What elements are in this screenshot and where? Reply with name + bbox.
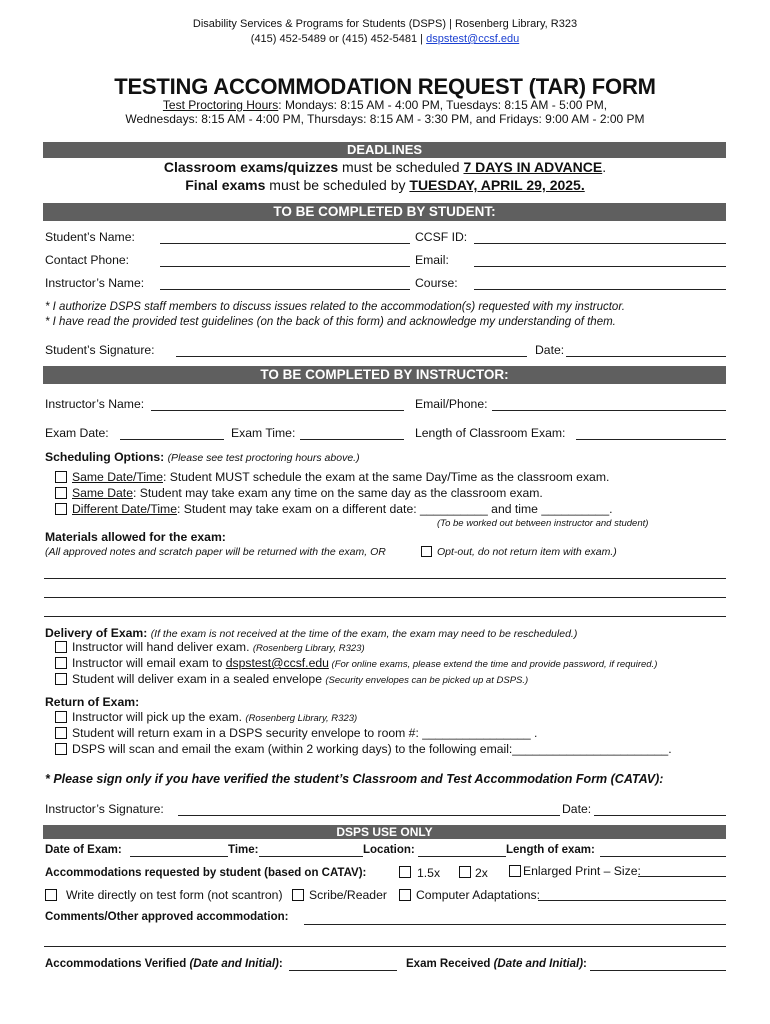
accom-15x-label: 1.5x <box>417 866 441 880</box>
materials-note <box>45 546 386 558</box>
dsps-use-only-heading: DSPS USE ONLY <box>43 825 726 839</box>
enlarged-print-size-field[interactable] <box>638 876 726 877</box>
delivery-of-exam <box>45 626 577 640</box>
scheduling-options-label: Scheduling Options: <box>45 450 165 464</box>
same-datetime-option <box>72 470 609 484</box>
deadline-final-value: TUESDAY, APRIL 29, 2025. <box>409 177 585 193</box>
dsps-scan-checkbox[interactable] <box>55 743 67 755</box>
instructor-date-label: Date: <box>562 802 592 816</box>
hand-deliver-text: Instructor will hand deliver exam. <box>72 640 253 654</box>
accom-2x-checkbox[interactable] <box>459 866 471 878</box>
enlarged-print-label: Enlarged Print – Size: <box>523 864 641 878</box>
student-deliver-checkbox[interactable] <box>55 673 67 685</box>
comments-field-2[interactable] <box>44 946 726 947</box>
student-name-label: Student’s Name: <box>45 230 135 244</box>
return-of-exam-label: Return of Exam: <box>45 695 140 709</box>
instructor-date-field[interactable] <box>594 815 726 816</box>
dsps-scan-option: DSPS will scan and email the exam (within 2 working days) to the following email:_______________________. <box>72 742 672 756</box>
accommodations-verified-colon: : <box>278 958 283 970</box>
student-deliver-option <box>72 672 528 686</box>
dsps-location-field[interactable] <box>418 856 506 857</box>
student-name-field[interactable] <box>160 243 410 244</box>
header-line-2 <box>0 33 770 45</box>
same-date-text: : Student may take exam any time on the same day as the classroom exam. <box>132 486 543 500</box>
dsps-length-label: Length of exam: <box>506 844 595 856</box>
student-return-option: Student will return exam in a DSPS security envelope to room #: ________________ . <box>72 726 538 740</box>
student-instructor-name-label: Instructor’s Name: <box>45 276 145 290</box>
materials-line-1[interactable] <box>44 578 726 579</box>
enlarged-print-checkbox[interactable] <box>509 865 521 877</box>
instructor-name-label: Instructor’s Name: <box>45 397 145 411</box>
header-line-1: Disability Services & Programs for Students (DSPS) | Rosenberg Library, R323 <box>192 18 578 30</box>
student-instructor-name-field[interactable] <box>160 289 410 290</box>
dsps-time-field[interactable] <box>259 856 363 857</box>
email-exam-text: Instructor will email exam to <box>72 656 226 670</box>
ccsf-id-label: CCSF ID: <box>415 230 468 244</box>
deadline-classroom-value: 7 DAYS IN ADVANCE <box>463 159 603 175</box>
contact-phone-field[interactable] <box>160 266 410 267</box>
computer-adaptations-field[interactable] <box>538 900 726 901</box>
hand-deliver-note: (Rosenberg Library, R323) <box>252 643 365 654</box>
authorization-statement: * I authorize DSPS staff members to discuss issues related to the accommodation(s) requested with my instructor. <box>45 301 625 313</box>
email-exam-address[interactable]: dspstest@ccsf.edu <box>225 656 329 670</box>
student-deliver-note: (Security envelopes can be picked up at DSPS.) <box>325 675 529 686</box>
comments-field-1[interactable] <box>304 924 726 925</box>
hours-text-1: : Mondays: 8:15 AM - 4:00 PM, Tuesdays: 8:15 AM - 5:00 PM, <box>278 98 608 112</box>
different-datetime-label: Different Date/Time <box>72 502 177 516</box>
exam-date-label: Exam Date: <box>45 426 109 440</box>
opt-out-label: Opt-out, do not return item with exam.) <box>437 546 617 558</box>
exam-received-label: Exam Received <box>406 958 494 970</box>
deadline-final-text: must be scheduled by <box>265 177 410 193</box>
deadline-final-label: Final exams <box>185 177 266 193</box>
same-datetime-text: : Student MUST schedule the exam at the same Day/Time as the classroom exam. <box>162 470 610 484</box>
form-title: TESTING ACCOMMODATION REQUEST (TAR) FORM <box>114 74 656 99</box>
materials-line-3[interactable] <box>44 616 726 617</box>
header-email-link[interactable]: dspstest@ccsf.edu <box>426 33 520 45</box>
exam-received-colon: : <box>583 958 587 970</box>
materials-line-2[interactable] <box>44 597 726 598</box>
instructor-pickup-text: Instructor will pick up the exam. <box>72 710 246 724</box>
same-date-checkbox[interactable] <box>55 487 67 499</box>
exam-received-note: (Date and Initial) <box>493 958 584 970</box>
instructor-email-phone-field[interactable] <box>492 410 726 411</box>
student-date-label: Date: <box>535 343 565 357</box>
delivery-label: Delivery of Exam: <box>45 626 148 640</box>
student-return-checkbox[interactable] <box>55 727 67 739</box>
accommodations-verified-field[interactable] <box>289 970 397 971</box>
same-datetime-label: Same Date/Time <box>72 470 163 484</box>
different-time-text: and time <box>487 502 542 516</box>
same-date-label: Same Date <box>72 486 133 500</box>
deadline-classroom-label: Classroom exams/quizzes <box>163 159 339 175</box>
materials-note-text: (All approved notes and scratch paper will be returned with the exam, OR <box>45 546 386 558</box>
dsps-date-of-exam-label: Date of Exam: <box>45 844 122 856</box>
different-datetime-period: . <box>609 502 613 516</box>
instructor-pickup-checkbox[interactable] <box>55 711 67 723</box>
different-datetime-note: (To be worked out between instructor and student) <box>437 518 649 529</box>
student-section-heading: TO BE COMPLETED BY STUDENT: <box>43 203 726 221</box>
ccsf-id-field[interactable] <box>474 243 726 244</box>
scribe-reader-label: Scribe/Reader <box>309 888 387 902</box>
instructor-signature-label: Instructor’s Signature: <box>45 802 164 816</box>
scheduling-options <box>45 450 360 464</box>
hours-line-1 <box>0 98 770 112</box>
different-datetime-text: : Student may take exam on a different date: <box>177 502 420 516</box>
write-on-form-label: Write directly on test form (not scantron) <box>66 888 283 902</box>
course-field[interactable] <box>474 289 726 290</box>
course-label: Course: <box>415 276 458 290</box>
accommodations-verified <box>45 958 283 970</box>
accom-15x-checkbox[interactable] <box>399 866 411 878</box>
dsps-location-label: Location: <box>363 844 415 856</box>
deadline-classroom-text: must be scheduled <box>338 159 464 175</box>
student-date-field[interactable] <box>566 356 726 357</box>
accom-2x-label: 2x <box>475 866 488 880</box>
student-email-field[interactable] <box>474 266 726 267</box>
scribe-reader-checkbox[interactable] <box>292 889 304 901</box>
dsps-date-of-exam-field[interactable] <box>130 856 228 857</box>
student-email-label: Email: <box>415 253 449 267</box>
scheduling-options-note: (Please see test proctoring hours above.) <box>167 452 360 464</box>
computer-adaptations-checkbox[interactable] <box>399 889 411 901</box>
different-datetime-checkbox[interactable] <box>55 503 67 515</box>
exam-time-field[interactable] <box>300 439 404 440</box>
exam-received <box>406 958 587 970</box>
dsps-length-field[interactable] <box>600 856 726 857</box>
exam-time-label: Exam Time: <box>231 426 296 440</box>
instructor-name-field[interactable] <box>151 410 404 411</box>
different-time-blank[interactable]: __________ <box>541 502 610 516</box>
email-exam-option <box>72 656 657 670</box>
exam-length-field[interactable] <box>576 439 726 440</box>
accommodations-verified-note: (Date and Initial) <box>189 958 279 970</box>
different-date-blank[interactable]: __________ <box>420 502 488 516</box>
same-datetime-checkbox[interactable] <box>55 471 67 483</box>
header-phones: (415) 452-5489 or (415) 452-5481 | <box>250 33 427 45</box>
hours-line-2: Wednesdays: 8:15 AM - 4:00 PM, Thursdays: 8:15 AM - 3:30 PM, and Fridays: 9:00 AM - 2:00 PM <box>125 112 645 126</box>
computer-adaptations-label: Computer Adaptations: <box>416 888 540 902</box>
deadline-classroom <box>0 159 770 175</box>
student-signature-label: Student’s Signature: <box>45 343 155 357</box>
instructor-section-heading: TO BE COMPLETED BY INSTRUCTOR: <box>43 366 726 384</box>
instructor-pickup-note: (Rosenberg Library, R323) <box>245 713 358 724</box>
instructor-signature-field[interactable] <box>178 815 560 816</box>
comments-label: Comments/Other approved accommodation: <box>45 911 289 923</box>
deadlines-heading: DEADLINES <box>43 142 726 158</box>
exam-date-field[interactable] <box>120 439 224 440</box>
student-signature-field[interactable] <box>176 356 527 357</box>
guidelines-statement: * I have read the provided test guidelines (on the back of this form) and acknowledge my understanding of them. <box>45 316 616 328</box>
accommodations-label: Accommodations requested by student (based on CATAV): <box>45 867 367 879</box>
hand-deliver-checkbox[interactable] <box>55 641 67 653</box>
student-deliver-text: Student will deliver exam in a sealed envelope <box>72 672 326 686</box>
email-exam-checkbox[interactable] <box>55 657 67 669</box>
contact-phone-label: Contact Phone: <box>45 253 130 267</box>
hours-label: Test Proctoring Hours <box>162 98 279 112</box>
exam-received-field[interactable] <box>590 970 726 971</box>
opt-out-checkbox[interactable] <box>421 546 432 557</box>
different-datetime-option <box>72 502 612 516</box>
instructor-email-phone-label: Email/Phone: <box>415 397 488 411</box>
accommodations-verified-label: Accommodations Verified <box>45 958 190 970</box>
deadline-final <box>0 177 770 193</box>
same-date-option <box>72 486 543 500</box>
email-exam-note: (For online exams, please extend the time and provide password, if required.) <box>328 659 658 670</box>
write-on-form-checkbox[interactable] <box>45 889 57 901</box>
delivery-note: (If the exam is not received at the time of the exam, the exam may need to be rescheduled.) <box>150 628 578 640</box>
verification-notice: * Please sign only if you have verified the student’s Classroom and Test Accommodation Form (CATAV): <box>45 772 664 786</box>
exam-length-label: Length of Classroom Exam: <box>415 426 566 440</box>
instructor-pickup-option <box>72 710 357 724</box>
materials-label: Materials allowed for the exam: <box>45 530 226 544</box>
hand-deliver-option <box>72 640 365 654</box>
deadline-classroom-period: . <box>602 159 607 175</box>
dsps-time-label: Time: <box>228 844 259 856</box>
